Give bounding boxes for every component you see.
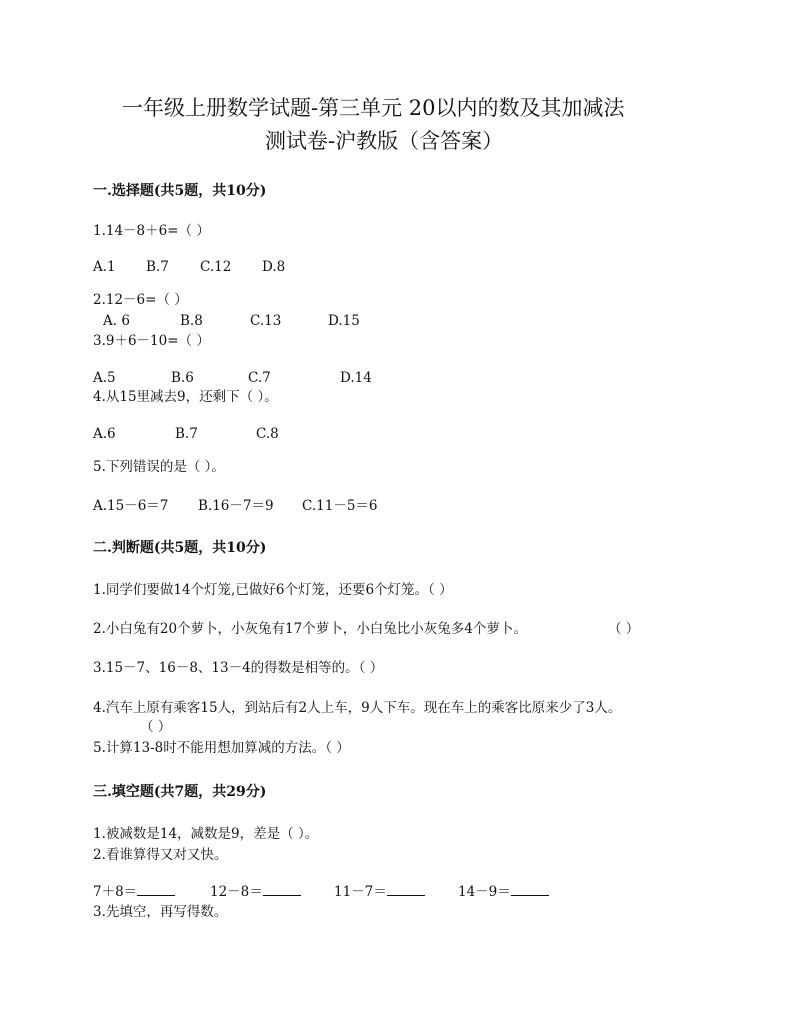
s1-question-5: 5.下列错误的是（ ）。 [93,459,225,475]
s1-q3-option-c: C.7 [248,370,271,386]
s2-question-3: 3.15－7、16－8、13－4的得数是相等的。（ ） [93,660,384,676]
s1-q2-option-a: A. 6 [103,313,130,329]
answer-blank[interactable] [137,894,175,896]
s1-q1-option-d: D.8 [262,259,286,275]
s3-calc-3-expr: 11－7＝ [334,884,387,900]
s3-calc-4-expr: 14－9＝ [458,884,511,900]
s3-question-3: 3.先填空，再写得数。 [93,904,228,920]
s2-q4-answer-paren: （ ） [140,719,172,735]
answer-blank[interactable] [511,894,549,896]
answer-blank[interactable] [387,894,425,896]
section-3-heading: 三.填空题(共7题，共29分) [93,784,267,800]
s3-question-2: 2.看谁算得又对又快。 [93,847,228,863]
s1-q4-option-b: B.7 [175,426,198,442]
s1-q5-option-c: C.11－5＝6 [302,498,378,514]
s2-q2-answer-paren: （ ） [608,621,640,637]
s2-question-1: 1.同学们要做14个灯笼,已做好6个灯笼，还要6个灯笼。（ ） [93,582,453,598]
s3-question-1: 1.被减数是14，减数是9，差是（ ）。 [93,826,319,842]
s1-question-1: 1.14－8＋6=（ ） [93,223,210,239]
s1-q1-option-a: A.1 [93,259,116,275]
s1-q3-option-b: B.6 [171,370,194,386]
s1-q2-option-b: B.8 [180,313,203,329]
s2-question-2: 2.小白兔有20个萝卜，小灰兔有17个萝卜，小白兔比小灰兔多4个萝卜。 [93,621,527,637]
s1-q4-option-c: C.8 [256,426,279,442]
s2-question-4: 4.汽车上原有乘客15人，到站后有2人上车，9人下车。现在车上的乘客比原来少了3人。 [93,700,622,716]
s3-calc-1-expr: 7＋8＝ [93,884,138,900]
s1-question-2: 2.12－6=（ ） [93,292,188,308]
s1-q2-option-d: D.15 [328,313,360,329]
s1-question-3: 3.9＋6－10=（ ） [93,333,210,349]
s3-calc-4 [458,886,549,900]
s3-calc-2-expr: 12－8＝ [210,884,263,900]
s3-calc-2 [210,886,301,900]
s1-q5-option-a: A.15－6＝7 [93,498,169,514]
s1-q3-option-d: D.14 [340,370,372,386]
s1-q1-option-b: B.7 [146,259,169,275]
s1-q2-option-c: C.13 [250,313,282,329]
title-line-1: 一年级上册数学试题-第三单元 20以内的数及其加减法 [122,96,625,120]
answer-blank[interactable] [263,894,301,896]
s1-q1-option-c: C.12 [200,259,232,275]
s1-q4-option-a: A.6 [93,426,116,442]
s1-q5-option-b: B.16－7＝9 [198,498,274,514]
s2-question-5: 5.计算13-8时不能用想加算减的方法。（ ） [93,740,350,756]
section-1-heading: 一.选择题(共5题，共10分) [93,183,267,199]
s3-calc-1 [93,886,175,900]
s3-calc-3 [334,886,425,900]
title-line-2: 测试卷-沪教版（含答案） [265,129,504,153]
s1-q3-option-a: A.5 [93,370,116,386]
s1-question-4: 4.从15里减去9，还剩下（ ）。 [93,389,278,405]
section-2-heading: 二.判断题(共5题，共10分) [93,540,267,556]
